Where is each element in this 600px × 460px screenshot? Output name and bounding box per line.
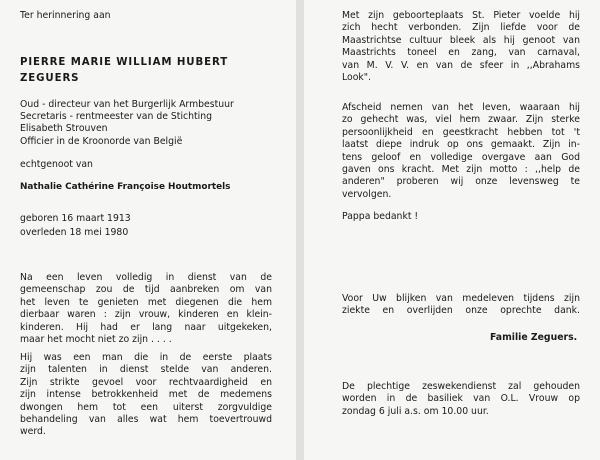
text-line: De plechtige zeswekendienst zal gehouden (342, 381, 580, 392)
text-line: werd. (20, 426, 46, 438)
family-signature: Familie Zeguers. (490, 332, 578, 343)
text-line: van M. V. V. en van de sfeer in ,,Abrahams (342, 59, 580, 71)
text-line: Na een leven volledig in dienst van de (20, 272, 272, 283)
text-line: dwongen hem tot een uiterst zorgvuldige (20, 401, 272, 413)
paragraph (20, 272, 272, 346)
text-line: persoonlijkheid en geestkracht hebben tot 't (342, 126, 580, 138)
spouse-intro: echtgenoot van (20, 159, 93, 170)
paragraph (342, 102, 580, 201)
text-line: maar het mocht niet zo zijn . . . . (20, 334, 172, 346)
text-line: laatst diepe indruk op ons gemaakt. Zijn in- (342, 139, 580, 151)
text-line: anderen" proberen wij onze levensweg te (342, 176, 580, 188)
name-line-2: ZEGUERS (20, 73, 80, 84)
text-line: zo gehecht was, viel hem zwaar. Zijn sterke (342, 114, 580, 126)
paragraph (20, 352, 272, 439)
text-line: zijn talenten in dienst stelde van anderen. (20, 364, 272, 376)
thanks-text: Pappa bedankt ! (342, 211, 419, 222)
title-line: Elisabeth Strouven (20, 123, 108, 134)
text-line: gaven ons kracht. Met zijn motto : ,,help de (342, 164, 580, 176)
title-line: Secretaris - rentmeester van de Stichting (20, 111, 213, 122)
text-line: Maastrichtse cultuur bleek als hij genoot van (342, 34, 580, 46)
title-line: Oud - directeur van het Burgerlijk Armbestuur (20, 99, 234, 110)
text-line: het leven te genieten met diegenen die hem (20, 296, 272, 308)
text-line: Hij was een man die in de eerste plaats (20, 352, 272, 363)
text-line: Afscheid nemen van het leven, waaraan hij (342, 102, 580, 113)
text-line: Maastrichts toneel en zang, van carnaval, (342, 47, 580, 59)
text-line: Zijn strikte gevoel voor rechtvaardigheid en (20, 376, 272, 388)
paragraph (342, 381, 580, 418)
paragraph (342, 293, 580, 318)
birth-date: geboren 16 maart 1913 (20, 213, 131, 224)
text-line: dierbaar waren : zijn vrouw, kinderen en klein- (20, 309, 272, 321)
text-line: zondag 6 juli a.s. om 10.00 uur. (342, 405, 489, 417)
title-line: Officier in de Kroonorde van België (20, 136, 183, 147)
text-line: tens geloof en volledige overgave aan God (342, 151, 580, 163)
paragraph (342, 10, 580, 84)
text-line: Met zijn geboorteplaats St. Pieter voelde hij (342, 10, 580, 21)
text-line: gemeenschap zou de tijd aanbreken om van (20, 284, 272, 296)
text-line: kinderen. Hij had er lang naar uitgekeken, (20, 321, 272, 333)
text-line: vervolgen. (342, 188, 392, 200)
text-line: Look". (342, 72, 372, 84)
left-page (0, 0, 296, 460)
text-line: Voor Uw blijken van medeleven tijdens zijn (342, 293, 580, 304)
text-line: zich hecht verbonden. Zijn liefde voor de (342, 22, 580, 34)
text-line: zijn intense betrokkenheid met de medemens (20, 389, 272, 401)
text-line: worden in de basiliek van O.L. Vrouw op (342, 393, 580, 405)
intro-text: Ter herinnering aan (20, 10, 111, 21)
text-line: behandeling van alles wat hem toevertrouwd (20, 414, 272, 426)
name-line-1: PIERRE MARIE WILLIAM HUBERT (20, 57, 229, 68)
text-line: ziekte en overlijden onze oprechte dank. (342, 305, 580, 317)
death-date: overleden 18 mei 1980 (20, 227, 129, 238)
right-page (304, 0, 600, 460)
spouse-name: Nathalie Cathérine Françoise Houtmortels (20, 182, 231, 192)
